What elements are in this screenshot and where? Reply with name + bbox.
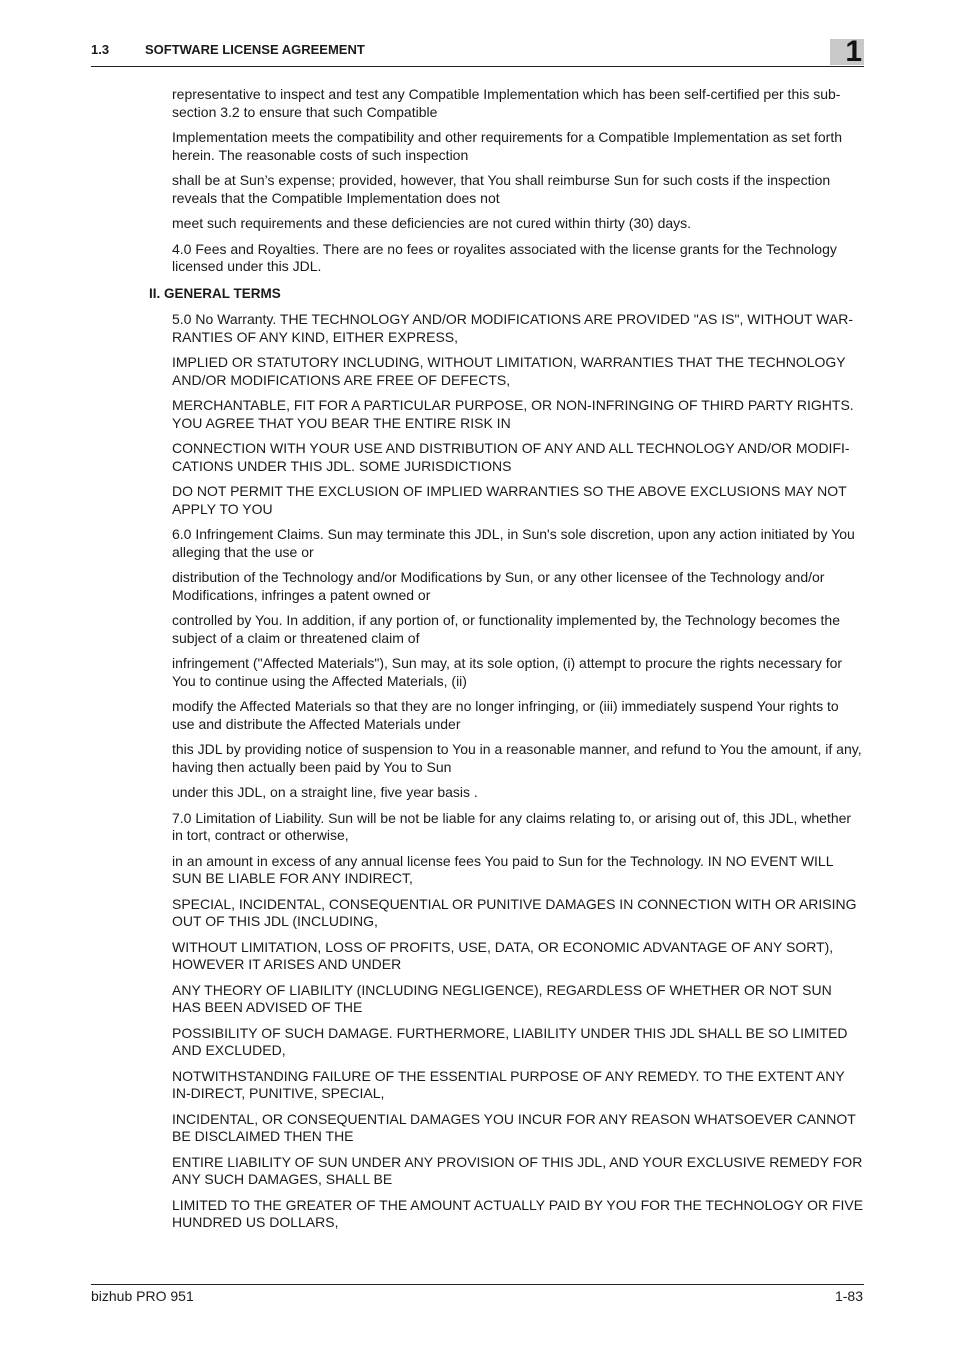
section-heading: II. GENERAL TERMS: [149, 286, 281, 301]
paragraph: SPECIAL, INCIDENTAL, CONSEQUENTIAL OR PUNITIVE DAMAGES IN CONNECTION WITH OR ARISING OUT OF THIS JDL (INCLUDING,: [172, 895, 857, 929]
paragraph: in an amount in excess of any annual license fees You paid to Sun for the Technology. IN NO EVENT WILL SUN BE LIABLE FOR ANY INDIRECT,: [172, 852, 833, 886]
paragraph: NOTWITHSTANDING FAILURE OF THE ESSENTIAL PURPOSE OF ANY REMEDY. TO THE EXTENT ANY IN-DIRECT, PUNITIVE, SPECIAL,: [172, 1067, 845, 1101]
paragraph: meet such requirements and these deficiencies are not cured within thirty (30) days.: [172, 215, 692, 231]
paragraph: INCIDENTAL, OR CONSEQUENTIAL DAMAGES YOU INCUR FOR ANY REASON WHATSOEVER CANNOT BE DISCLAIMED THEN THE: [172, 1110, 856, 1144]
paragraph: 6.0 Infringement Claims. Sun may terminate this JDL, in Sun's sole discretion, upon any action initiated by You alleging that the use or: [172, 526, 855, 560]
chapter-number: 1: [845, 35, 862, 68]
paragraph: LIMITED TO THE GREATER OF THE AMOUNT ACTUALLY PAID BY YOU FOR THE TECHNOLOGY OR FIVE HUNDRED US DOLLARS,: [172, 1196, 864, 1230]
paragraph: 5.0 No Warranty. THE TECHNOLOGY AND/OR MODIFICATIONS ARE PROVIDED "AS IS", WITHOUT WAR-RANTIES OF ANY KIND, EITHER EXPRESS,: [172, 311, 854, 345]
paragraph: this JDL by providing notice of suspension to You in a reasonable manner, and refund to You the amount, if any, having then actually been paid by You to Sun: [172, 741, 862, 775]
paragraph: 7.0 Limitation of Liability. Sun will be not be liable for any claims relating to, or arising out of, this JDL, whether in tort, contract or otherwise,: [172, 809, 852, 843]
paragraph: 4.0 Fees and Royalties. There are no fees or royalites associated with the license grants for the Technology licensed under this JDL.: [172, 240, 837, 274]
section-title: SOFTWARE LICENSE AGREEMENT: [145, 42, 365, 57]
paragraph: Implementation meets the compatibility and other requirements for a Compatible Implementation as set forth herein. The reasonable costs of such inspection: [172, 129, 842, 163]
body-text-top: [172, 86, 864, 284]
paragraph: ENTIRE LIABILITY OF SUN UNDER ANY PROVISION OF THIS JDL, AND YOUR EXCLUSIVE REMEDY FOR ANY SUCH DAMAGES, SHALL BE: [172, 1153, 863, 1187]
paragraph: under this JDL, on a straight line, five year basis .: [172, 784, 478, 800]
paragraph: infringement ("Affected Materials"), Sun may, at its sole option, (i) attempt to procure the rights necessary for You to continue using the Affected Materials, (ii): [172, 655, 843, 689]
section-number: 1.3: [91, 42, 110, 57]
paragraph: ANY THEORY OF LIABILITY (INCLUDING NEGLIGENCE), REGARDLESS OF WHETHER OR NOT SUN HAS BEEN ADVISED OF THE: [172, 981, 832, 1015]
footer-product: bizhub PRO 951: [91, 1288, 194, 1304]
body-text-terms: [172, 311, 864, 1240]
page-header: [91, 35, 864, 68]
paragraph: modify the Affected Materials so that they are no longer infringing, or (iii) immediately suspend Your rights to use and distribute the Affected Materials under: [172, 698, 839, 732]
footer-divider: [91, 1284, 864, 1285]
paragraph: controlled by You. In addition, if any portion of, or functionality implemented by, the Technology becomes the subject of a claim or threatened claim of: [172, 612, 841, 646]
paragraph: representative to inspect and test any Compatible Implementation which has been self-certified per this sub-section 3.2 to ensure that such Compatible: [172, 86, 841, 120]
paragraph: WITHOUT LIMITATION, LOSS OF PROFITS, USE, DATA, OR ECONOMIC ADVANTAGE OF ANY SORT), HOWEVER IT ARISES AND UNDER: [172, 938, 834, 972]
paragraph: shall be at Sun’s expense; provided, however, that You shall reimburse Sun for such costs if the inspection reveals that the Compatible Implementation does not: [172, 172, 831, 206]
paragraph: IMPLIED OR STATUTORY INCLUDING, WITHOUT LIMITATION, WARRANTIES THAT THE TECHNOLOGY AND/OR MODIFICATIONS ARE FREE OF DEFECTS,: [172, 354, 846, 388]
footer-page-number: 1-83: [834, 1288, 863, 1304]
paragraph: MERCHANTABLE, FIT FOR A PARTICULAR PURPOSE, OR NON-INFRINGING OF THIRD PARTY RIGHTS. YOU AGREE THAT YOU BEAR THE ENTIRE RISK IN: [172, 397, 854, 431]
paragraph: DO NOT PERMIT THE EXCLUSION OF IMPLIED WARRANTIES SO THE ABOVE EXCLUSIONS MAY NOT APPLY TO YOU: [172, 483, 847, 517]
paragraph: CONNECTION WITH YOUR USE AND DISTRIBUTION OF ANY AND ALL TECHNOLOGY AND/OR MODIFI-CATIONS UNDER THIS JDL. SOME JURISDICTIONS: [172, 440, 850, 474]
paragraph: distribution of the Technology and/or Modifications by Sun, or any other licensee of the Technology and/or Modifications, infringes a patent owned or: [172, 569, 825, 603]
paragraph: POSSIBILITY OF SUCH DAMAGE. FURTHERMORE, LIABILITY UNDER THIS JDL SHALL BE SO LIMITED AND EXCLUDED,: [172, 1024, 848, 1058]
